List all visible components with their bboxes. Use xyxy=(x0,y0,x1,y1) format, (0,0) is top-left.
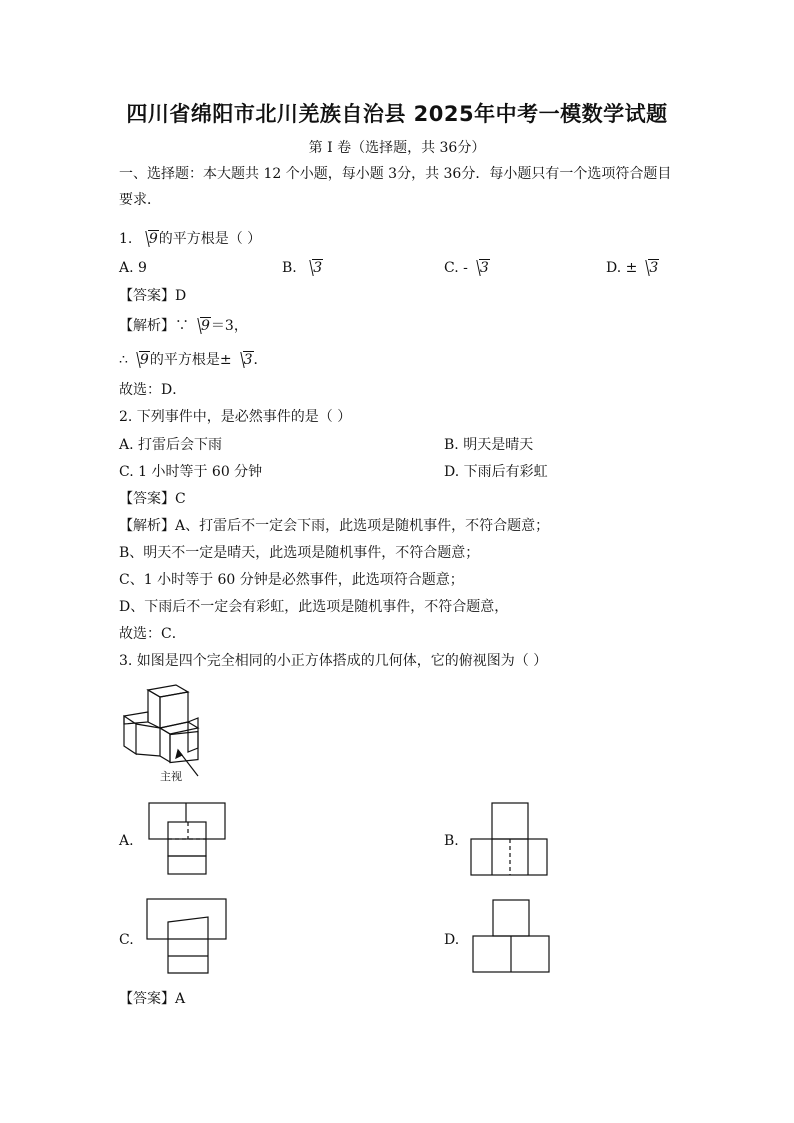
q1-answer: 【答案】D xyxy=(119,288,187,304)
q3-option-a-figure xyxy=(148,802,228,877)
option-b-bottom-rect xyxy=(471,839,547,875)
sqrt-symbol xyxy=(191,316,211,336)
q1-text: 的平方根是（ ） xyxy=(158,231,262,247)
q3-option-c-label: C. xyxy=(119,932,134,948)
q1-stem xyxy=(119,229,261,249)
q1-therefore-text: 的平方根是± xyxy=(149,352,232,368)
q1-option-d xyxy=(606,258,659,278)
left-cube-face-side xyxy=(124,716,136,754)
q2-answer: 【答案】C xyxy=(119,491,186,507)
q1-analysis-eq: ＝3， xyxy=(210,318,248,334)
q1-therefore-radicand2: 3 xyxy=(243,352,253,368)
q1-analysis xyxy=(119,316,248,336)
q2-option-c: C. 1 小时等于 60 分钟 xyxy=(119,464,263,480)
q2-option-d: D. 下雨后有彩虹 xyxy=(444,464,548,480)
q1-option-b xyxy=(282,258,323,278)
sqrt-symbol xyxy=(470,258,490,278)
section-instruction-line1: 一、选择题：本大题共 12 个小题，每小题 3分，共 36分．每小题只有一个选项符合题目 xyxy=(119,166,672,182)
q1-option-d-prefix: D. ± xyxy=(606,260,638,276)
q1-therefore-radicand: 9 xyxy=(139,352,149,368)
q2-option-b: B. 明天是晴天 xyxy=(444,437,534,453)
sqrt-symbol xyxy=(130,350,150,370)
q1-option-c xyxy=(444,258,490,278)
q1-analysis-label: 【解析】∵ xyxy=(119,318,189,334)
therefore-symbol: ∴ xyxy=(119,352,128,368)
option-b-top-square xyxy=(492,803,528,839)
q3-option-c-figure xyxy=(146,898,230,976)
q1-radicand: 9 xyxy=(148,231,158,247)
sqrt-symbol xyxy=(234,350,254,370)
section-instruction-line2: 要求． xyxy=(119,192,161,208)
q1-option-b-prefix: B. xyxy=(282,260,297,276)
q3-option-b-label: B. xyxy=(444,833,459,849)
q2-analysis-line1: 【解析】A、打雷后不一定会下雨，此选项是随机事件，不符合题意； xyxy=(119,518,550,534)
option-d-top-square xyxy=(493,900,529,936)
view-arrow-head xyxy=(176,750,182,758)
q2-analysis-line2: B、明天不一定是晴天，此选项是随机事件，不符合题意； xyxy=(119,545,480,561)
q3-answer: 【答案】A xyxy=(119,991,186,1007)
left-cube-edge-bottom xyxy=(136,754,160,756)
q2-choose: 故选：C． xyxy=(119,626,186,642)
q1-option-d-radicand: 3 xyxy=(649,260,659,276)
sqrt-symbol xyxy=(639,258,659,278)
q2-option-a: A. 打雷后会下雨 xyxy=(119,437,223,453)
sqrt-symbol xyxy=(303,258,323,278)
q1-analysis-radicand: 9 xyxy=(201,318,210,334)
option-a-top-rect xyxy=(149,803,225,839)
q3-option-d-figure xyxy=(472,899,552,975)
front-cube-face-side xyxy=(160,728,170,762)
q2-stem: 2. 下列事件中，是必然事件的是（ ） xyxy=(119,409,352,425)
q2-analysis-line3: C、1 小时等于 60 分钟是必然事件，此选项符合题意； xyxy=(119,572,464,588)
option-c-tilted-square xyxy=(168,917,208,973)
q1-number: 1. xyxy=(119,231,133,247)
page-title: 四川省绵阳市北川羌族自治县 2025年中考一模数学试题 xyxy=(126,102,668,126)
q3-option-d-label: D. xyxy=(444,932,460,948)
q1-option-a: A. 9 xyxy=(119,260,147,276)
part-subtitle: 第 I 卷（选择题，共 36分） xyxy=(308,140,486,156)
sqrt-symbol xyxy=(139,229,159,249)
q1-option-b-radicand: 3 xyxy=(313,260,323,276)
top-cube-face-side xyxy=(148,690,160,728)
q1-option-c-prefix: C. - xyxy=(444,260,468,276)
q3-option-a-label: A. xyxy=(119,833,134,849)
q1-therefore xyxy=(119,350,268,370)
q2-analysis-line4: D、下雨后不一定会有彩虹，此选项是随机事件，不符合题意， xyxy=(119,599,509,615)
q1-choose: 故选：D． xyxy=(119,382,187,398)
q1-therefore-end: ． xyxy=(253,352,268,368)
option-a-bottom-square xyxy=(168,856,206,874)
q1-option-c-radicand: 3 xyxy=(479,260,489,276)
q3-stem: 3. 如图是四个完全相同的小正方体搭成的几何体，它的俯视图为（ ） xyxy=(119,653,548,669)
front-view-label: 主视 xyxy=(160,770,182,783)
q3-option-b-figure xyxy=(470,802,550,878)
